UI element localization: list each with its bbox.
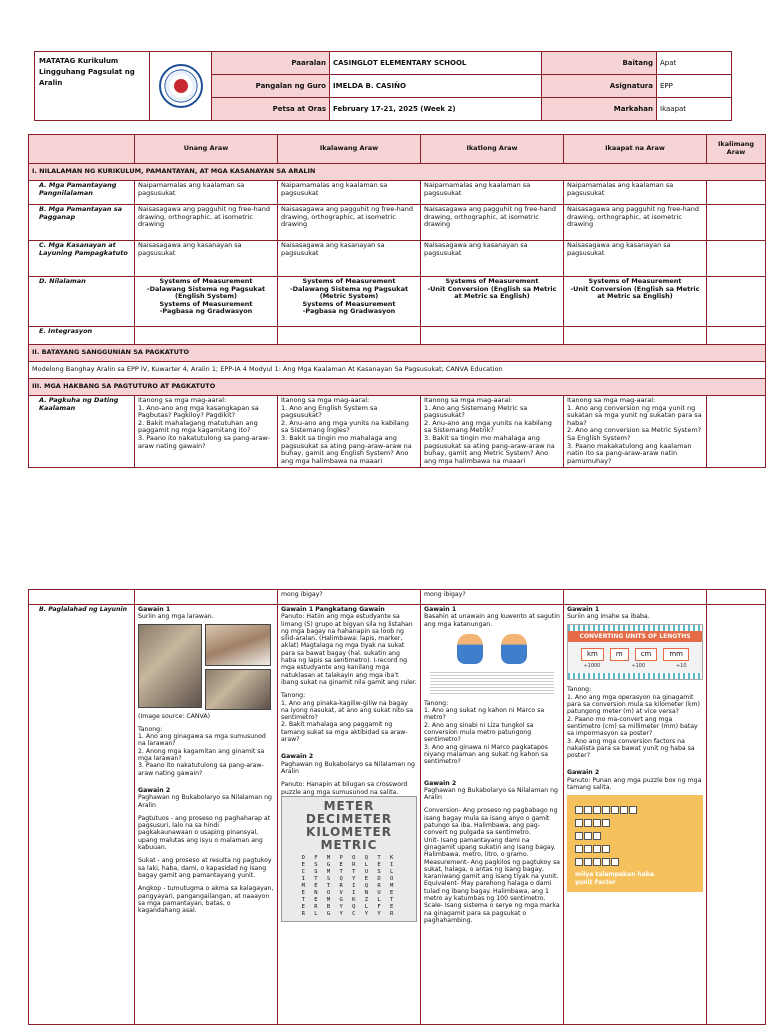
day1-cell [135,605,278,1025]
kurikulum-title: MATATAG Kurikulum Lingguhang Pagsulat ng Aralin [35,52,150,121]
row-b-cell: Naisasagawa ang pagguhit ng free-hand drawing, orthographic, at isometric drawing [278,205,421,241]
row-d-label: D. Nilalaman [29,277,135,327]
day3-cell [421,605,564,1025]
day5-cell [707,605,766,1025]
unit-mm: mm [663,648,689,661]
row-c-cell: Naisasagawa ang kasanayan sa pagsusukat [421,241,564,277]
row-f-cell: Itanong sa mga mag-aaral: 1. Ano ang Sistemang Metric sa pagsusukat? 2. Anu-ano ang mga yunits na kabilang sa Sistemang Metrik? 3. Bakit sa tingin mo mahalaga ang pagsusukat sa ating pang-araw-araw na buhay, gamit ang Metric System? Ano ang mga halimbawa na maaari [421,396,564,468]
panuto-text: Panuto: Hanapin at bilugan sa crossword puzzle ang mga sumusunod na salita. [281,781,408,796]
row-b-cell: Naisasagawa ang pagguhit ng free-hand drawing, orthographic, at isometric drawing [421,205,564,241]
col-ikaapat-na-araw: Ikaapat na Araw [564,135,707,164]
photo-drilling [205,624,271,666]
gawain-1-title: Gawain 1 [138,606,171,613]
paaralan-label: Paaralan [212,52,330,75]
day4-cell [564,605,707,1025]
header-table [34,51,732,121]
row-f-cell: Itanong sa mga mag-aaral: 1. Ano ang conversion ng mga yunit ng sukatan sa mga yunit ng sukatan para sa haba? 2. Ano ang conversion sa Metric System? Sa English System? 3. Paano makakatulong ang kaalaman natin ito sa pang-araw-araw natin pamumuhay? [564,396,707,468]
col-ikalimang-araw: Ikalimang Araw [707,135,766,164]
row-c-cell: Naisasagawa ang kasanayan sa pagsusukat [135,241,278,277]
section-3-heading: III. MGA HAKBANG SA PAGTUTURO AT PAGKATUTO [29,379,766,396]
lesson-table [28,134,766,468]
term-measurement: Measurement- Ang pagkilos ng pagtukoy sa sukat, halaga, o antas ng isang bagay, karaniwang gamit ang isang tiyak na yunit. [424,858,560,881]
baitang-label: Baitang [542,52,657,75]
row-f-cell: Itanong sa mga mag-aaral: 1. Ano ang English System sa pagsusukat? 2. Anu-ano ang mga yunits na kabilang sa Sistemang Ingles? 3. Bakit sa tingin mo mahalaga ang pagsusukat sa ating pang-araw-araw na buhay, gamit ang English System? Ano ang mga halimbawa na maaari [278,396,421,468]
unit-cm: cm [635,648,658,661]
row-c-label: C. Mga Kasanayan at Layuning Pampagkatuto [29,241,135,277]
deped-seal [150,52,212,121]
gawain-1-title: Gawain 1 [424,606,457,613]
gawain-1-instruction: Suriin ang imahe sa ibaba. [567,613,650,621]
gawain-1-instruction: Basahin at unawain ang kuwento at sagutin ang mga katanungan. [424,613,560,628]
factor-label: ÷100 [631,663,646,670]
ruler-graphic [568,673,702,679]
row-d-cell: Systems of Measurement -Dalawang Sistema ng Pagsukat (English System) Systems of Measurement -Pagbasa ng Gradwasyon [135,277,278,327]
row-d-cell: Systems of Measurement -Unit Conversion (English sa Metric at Metric sa English) [421,277,564,327]
row-a-cell: Naipamamalas ang kaalaman sa pagsusukat [564,181,707,205]
tanong-text: Tanong: 1. Ano ang sukat ng kahon ni Marco sa metro? 2. Ano ang sinabi ni Liza tungkol sa conversion mula metro patungong sentimetro? 3. Ano ang ginawa ni Marco pagkatapos niyang malaman ang sukat ng kahon sa sentimetro? [424,699,549,766]
row-b-cell: Naisasagawa ang pagguhit ng free-hand drawing, orthographic, at isometric drawing [564,205,707,241]
petsa-label: Petsa at Oras [212,98,330,121]
section-2-heading: II. BATAYANG SANGGUNIAN SA PAGKATUTO [29,345,766,362]
term-equivalent: Equivalent- May parehong halaga o dami tulad ng ibang bagay. Halimbawa, ang 1 metro ay katumbas ng 100 sentimetro. [424,880,552,903]
paaralan-value: CASINGLOT ELEMENTARY SCHOOL [330,52,542,75]
guro-label: Pangalan ng Guro [212,75,330,98]
asignatura-value: EPP [657,75,732,98]
word-search-puzzle [281,796,417,922]
row-c-empty [707,241,766,277]
section-1-heading: I. NILALAMAN NG KURIKULUM, PAMANTAYAN, AT MGA KASANAYAN SA ARALIN [29,164,766,181]
row-a-cell: Naipamamalas ang kaalaman sa pagsusukat [421,181,564,205]
gawain-2-instruction: Paghawan ng Bukabolaryo sa Nilalaman ng Aralin [281,760,415,775]
photo-woodwork [138,624,202,708]
row-b-cell: Naisasagawa ang pagguhit ng free-hand drawing, orthographic, at isometric drawing [135,205,278,241]
puzzle-words: METER DECIMETER KILOMETER METRIC [305,798,393,852]
row-e-label: E. Integrasyon [29,327,135,345]
row-c-cell: Naisasagawa ang kasanayan sa pagsusukat [278,241,421,277]
continued-text: mong ibigay? [278,590,421,605]
col-unang-araw: Unang Araw [135,135,278,164]
petsa-value: February 17-21, 2025 (Week 2) [330,98,542,121]
row-d-cell: Systems of Measurement -Dalawang Sistema ng Pagsukat (Metric System) Systems of Measurement -Pagbasa ng Gradwasyon [278,277,421,327]
row-a-label: A. Mga Pamantayang Pangnilalaman [29,181,135,205]
term-pagtutuos: Pagtutuos - ang proseso ng paghaharap at pagsusuri, lalo na sa hindi pagkakaunawaan o usaping pinansyal, upang malutas ang isyu o malaman ang kabuuan. [138,814,271,852]
row-b-empty [707,205,766,241]
row-b-layunin-label: B. Paglalahad ng Layunin [29,605,135,1025]
row-a-empty [707,181,766,205]
row-f-cell: Itanong sa mga mag-aaral: 1. Ano-ano ang mga kasangkapan sa Pagbutas? Pagkiloy? Pagdikit? 2. Bakit mahalagang matutuhan ang paggamit ng mga kagamitang ito? 3. Paano ito nakatutulong sa pang-araw-araw nating gawain? [135,396,278,468]
poster-title: CONVERTING UNITS OF LENGTHS [568,631,702,642]
gawain-2-title: Gawain 2 [138,786,171,794]
factor-label: ÷1000 [583,663,601,670]
gawain-2-title: Gawain 2 [281,753,314,761]
markahan-label: Markahan [542,98,657,121]
gawain-2-instruction: Paghawan ng Bukabolaryo sa Nilalaman ng Aralin [138,794,272,809]
puzzle-grid: D F M P O Q T K E S G E R L E I C S M T T U S L I T S Q Y E D O M E T R I Q R M E N O V I N U E T E M G K Z L T E R B Y Q L F E R L G Y C Y Y R [301,854,397,917]
row-b-label: B. Mga Pamantayan sa Pagganap [29,205,135,241]
row-a-cell: Naipamamalas ang kaalaman sa pagsusukat [278,181,421,205]
term-conversion: Conversion- Ang proseso ng pagbabago ng isang bagay mula sa isang anyo o gamit patungo sa iba. Halimbawa, ang pag-convert ng pulgada sa sentimetro. [424,807,558,837]
baitang-value: Apat [657,52,732,75]
row-a-cell: Naipamamalas ang kaalaman sa pagsusukat [135,181,278,205]
gawain-1-title: Gawain 1 Pangkatang Gawain [281,606,385,613]
unit-km: km [581,648,604,661]
crossword-word-bank: milya talampakan haba yunit Factor [575,871,655,886]
row-c-cell: Naisasagawa ang kasanayan sa pagsusukat [564,241,707,277]
row-d-cell: Systems of Measurement -Unit Conversion (English sa Metric at Metric sa English) [564,277,707,327]
gawain-1-instruction: Panuto: Hatiin ang mga estudyante sa limang (5) grupo at bigyan sila ng listahan ng mga bagay na hahanapin sa loob ng silid-aralan. (Halimbawa: lapis, marker, aklat) Magtalaga ng mga tiyak na sukat para sa bawat bagay (hal. sukatin ang haba ng lapis sa sentimetro). I-record ng mga estudyante ang kanilang mga natuklasan at talakayin ang mga iba't ibang sukat na ginamit nila gamit ang ruler. [281,613,417,686]
tanong-text: Tanong: 1. Ano ang ginagawa sa mga sumusunod na larawan? 2. Anong mga kagamitan ang ginamit sa mga larawan? 3. Paano ito nakatutulong sa pang-araw-araw nating gawain? [138,725,266,777]
term-unit: Unit- Isang pamantayang dami na ginagamit upang sukatin ang isang bagay. Halimbawa, metro, litro, o gramo. [424,836,556,859]
guro-value: IMELDA B. CASIÑO [330,75,542,98]
gawain-2-instruction: Panuto: Punan ang mga puzzle box ng mga tamang salita. [567,776,702,792]
kid-figure-icon [457,634,483,664]
tanong-text: Tanong: 1. Ano ang mga operasyon na ginagamit para sa conversion mula sa kilometer (km) patungong meter (m) at vice versa? 2. Paano mo ma-convert ang mga sentimetro (cm) sa millimeter (mm) batay sa impormasyon sa poster? 3. Ano ang mga conversion factors na nakalista para sa bawat yunit ng haba sa poster? [567,686,700,760]
markahan-value: Ikaapat [657,98,732,121]
row-f-label: A. Pagkuha ng Dating Kaalaman [29,396,135,468]
day2-cell [278,605,421,1025]
unit-m: m [610,648,629,661]
gawain-1-title: Gawain 1 [567,606,600,613]
lesson-table-page-2 [28,589,766,1025]
term-sukat: Sukat - ang proseso at resulta ng pagtukoy sa laki, haba, dami, o kapasidad ng isang bagay gamit ang pamantayang yunit. [138,857,272,879]
sanggunian-text: Modelong Banghay Aralin sa EPP IV, Kuwarter 4, Aralin 1; EPP-IA 4 Modyul 1: Ang Mga Kaalaman At Kasanayan Sa Pagsusukat; CANVA Education [29,362,766,379]
crossword-puzzle [567,795,703,892]
col-ikalawang-araw: Ikalawang Araw [278,135,421,164]
gawain-2-title: Gawain 2 [567,769,600,777]
gawain-2-title: Gawain 2 [424,779,457,787]
corner-cell [29,135,135,164]
term-scale: Scale- Isang sistema o serye ng mga marka na ginagamit para sa pagsukat o paghahambing. [424,902,560,924]
gawain-2-instruction: Paghawan ng Bukabolaryo sa Nilalaman ng Aralin [424,786,558,802]
conversion-poster [567,624,703,681]
kid-figure-icon [501,634,527,664]
tanong-text: Tanong: 1. Ano ang pinaka-kagiliw-giliw na bagay na iyong nasukat, at ano ang sukat nito sa sentimetro? 2. Bakit mahalaga ang paggamit ng tamang sukat sa mga aktibidad sa araw-araw? [281,692,414,744]
asignatura-label: Asignatura [542,75,657,98]
photo-group [138,624,274,710]
image-source: (Image source: CANVA) [138,712,211,720]
seal-icon [159,64,203,108]
factor-label: ÷10 [675,663,687,670]
continued-text: mong ibigay? [421,590,564,605]
term-angkop: Angkop - tumutugma o akma sa kalagayan, pangyayari, pangangailangan, at naaayon sa mga pamantayan, batas, o kagandahang asal. [138,885,274,915]
story-illustration [424,634,560,664]
photo-workshop [205,669,271,710]
story-text-block [430,670,554,694]
gawain-1-instruction: Suriin ang mga larawan. [138,613,214,621]
row-f-empty [707,396,766,468]
row-d-empty [707,277,766,327]
col-ikatlong-araw: Ikatlong Araw [421,135,564,164]
